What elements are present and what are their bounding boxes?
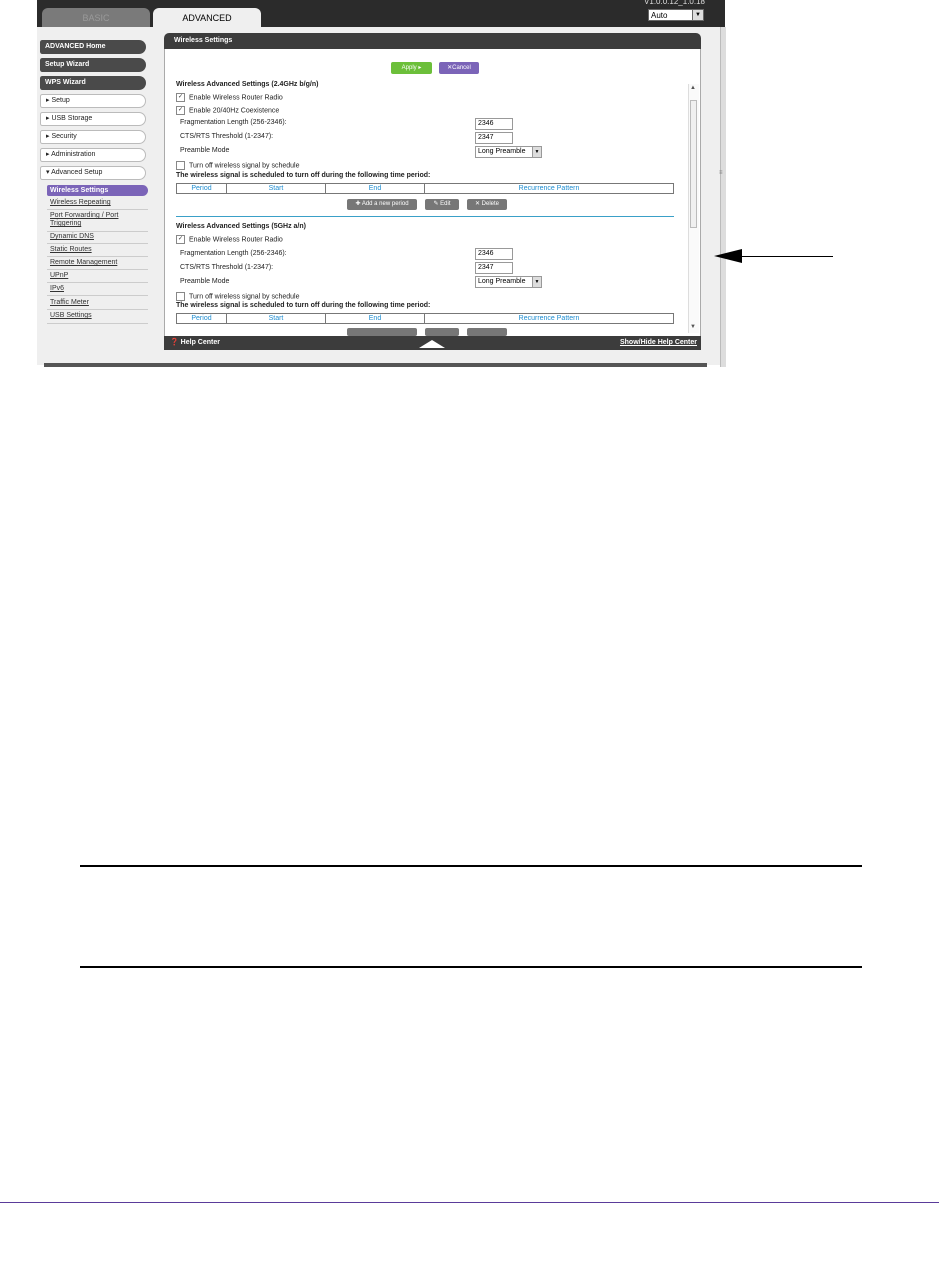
schedule-text-24: The wireless signal is scheduled to turn off during the following time period: — [176, 172, 431, 179]
add-period-button-5[interactable] — [347, 328, 417, 336]
cancel-button[interactable]: ✕Cancel — [439, 62, 479, 74]
section-divider — [176, 216, 674, 217]
footer-rule — [0, 1202, 939, 1203]
sidebar-subitem-usb-settings[interactable]: USB Settings — [50, 312, 92, 319]
tab-basic[interactable]: BASIC — [42, 8, 150, 28]
chevron-down-icon: ▼ — [532, 147, 541, 157]
cts-input-5[interactable]: 2347 — [475, 262, 513, 274]
help-icon: ❓ — [170, 339, 179, 346]
table-header-recurrence: Recurrence Pattern — [518, 185, 580, 192]
enable-coexistence-label: Enable 20/40Hz Coexistence — [189, 107, 280, 115]
checkbox-checked-icon[interactable]: ✓ — [177, 94, 184, 100]
table-header-end: End — [326, 314, 425, 323]
sidebar-divider — [47, 231, 148, 232]
schedule-row-24[interactable] — [176, 161, 300, 170]
sidebar-divider — [47, 256, 148, 257]
table-header-period: Period — [177, 184, 227, 193]
enable-coexistence-row[interactable] — [176, 106, 279, 115]
sidebar-divider — [47, 295, 148, 296]
schedule-label-24: Turn off wireless signal by schedule — [189, 162, 300, 170]
help-center-link[interactable] — [170, 336, 220, 350]
sidebar-item-security[interactable]: ▸ Security — [40, 130, 146, 144]
table-header-end: End — [326, 184, 425, 193]
scroll-up-icon[interactable]: ▲ — [690, 85, 696, 91]
firmware-version: V1.0.0.12_1.0.18 — [644, 0, 705, 6]
scroll-down-icon[interactable]: ▼ — [690, 324, 696, 330]
enable-radio-5-row[interactable] — [176, 235, 283, 244]
section-title-24ghz: Wireless Advanced Settings (2.4GHz b/g/n) — [176, 81, 319, 88]
sidebar-divider — [47, 209, 148, 210]
checkbox-checked-icon[interactable]: ✓ — [177, 236, 184, 242]
sidebar-item-wps-wizard[interactable]: WPS Wizard — [40, 76, 146, 90]
enable-radio-24-label: Enable Wireless Router Radio — [189, 94, 283, 102]
note-rule-top — [80, 865, 862, 867]
cts-label-5: CTS/RTS Threshold (1-2347): — [180, 264, 274, 271]
sidebar-subitem-port-forwarding[interactable]: Port Forwarding / Port Triggering — [50, 212, 119, 227]
edit-button[interactable]: ✎ Edit — [425, 199, 459, 210]
sidebar-item-advanced-setup[interactable]: ▾ Advanced Setup — [40, 166, 146, 180]
cts-label-24: CTS/RTS Threshold (1-2347): — [180, 133, 274, 140]
sidebar-subitem-remote-management[interactable]: Remote Management — [50, 259, 118, 266]
sidebar-subitem-static-routes[interactable]: Static Routes — [50, 246, 92, 253]
schedule-table-24 — [176, 183, 674, 194]
tab-advanced[interactable]: ADVANCED — [153, 8, 261, 28]
callout-arrow-icon — [714, 249, 742, 263]
sidebar-subitem-wireless-settings[interactable]: Wireless Settings — [47, 185, 148, 196]
table-header-recurrence: Recurrence Pattern — [518, 315, 580, 322]
section-title-5ghz: Wireless Advanced Settings (5GHz a/n) — [176, 223, 306, 230]
frag-input-24[interactable]: 2346 — [475, 118, 513, 130]
schedule-row-5[interactable] — [176, 292, 300, 301]
schedule-text-5: The wireless signal is scheduled to turn off during the following time period: — [176, 302, 431, 309]
language-select-value: Auto — [651, 11, 668, 20]
preamble-select-5-value: Long Preamble — [478, 278, 526, 285]
frag-label-24: Fragmentation Length (256-2346): — [180, 119, 287, 126]
preamble-select-24-value: Long Preamble — [478, 148, 526, 155]
panel-title: Wireless Settings — [164, 33, 701, 49]
delete-button-5[interactable] — [467, 328, 507, 336]
window-scrollbar[interactable] — [720, 27, 726, 367]
cts-input-24[interactable]: 2347 — [475, 132, 513, 144]
preamble-label-5: Preamble Mode — [180, 278, 230, 285]
sidebar-subitem-wireless-repeating[interactable]: Wireless Repeating — [50, 199, 111, 206]
schedule-table-5 — [176, 313, 674, 324]
apply-button[interactable]: Apply ▸ — [391, 62, 432, 74]
table-header-start: Start — [227, 314, 326, 323]
sidebar-divider — [47, 243, 148, 244]
language-select[interactable] — [648, 9, 704, 21]
show-hide-help-link[interactable]: Show/Hide Help Center — [619, 339, 697, 346]
sidebar-item-usb-storage[interactable]: ▸ USB Storage — [40, 112, 146, 126]
preamble-select-24[interactable] — [475, 146, 542, 158]
preamble-label-24: Preamble Mode — [180, 147, 230, 154]
scrollbar-thumb[interactable] — [690, 100, 697, 228]
edit-button-5[interactable] — [425, 328, 459, 336]
sidebar-item-administration[interactable]: ▸ Administration — [40, 148, 146, 162]
preamble-select-5[interactable] — [475, 276, 542, 288]
enable-radio-24-row[interactable] — [176, 93, 283, 102]
sidebar-item-setup-wizard[interactable]: Setup Wizard — [40, 58, 146, 72]
add-period-button[interactable]: ✚ Add a new period — [347, 199, 417, 210]
chevron-down-icon: ▼ — [532, 277, 541, 287]
sidebar-subitem-dynamic-dns[interactable]: Dynamic DNS — [50, 233, 94, 240]
expand-triangle-icon[interactable] — [419, 340, 445, 348]
note-rule-bottom — [80, 966, 862, 968]
sidebar-divider — [47, 269, 148, 270]
checkbox-unchecked-icon[interactable] — [176, 292, 185, 301]
sidebar-item-setup[interactable]: ▸ Setup — [40, 94, 146, 108]
sidebar-subitem-upnp[interactable]: UPnP — [50, 272, 69, 279]
table-header-start: Start — [227, 184, 326, 193]
bottom-strip — [44, 363, 707, 367]
frag-input-5[interactable]: 2346 — [475, 248, 513, 260]
delete-button[interactable]: ✕ Delete — [467, 199, 507, 210]
enable-radio-5-label: Enable Wireless Router Radio — [189, 236, 283, 244]
frag-label-5: Fragmentation Length (256-2346): — [180, 250, 287, 257]
sidebar-divider — [47, 282, 148, 283]
callout-arrow-line — [737, 256, 833, 257]
sidebar-divider — [47, 309, 148, 310]
schedule-label-5: Turn off wireless signal by schedule — [189, 293, 300, 301]
sidebar-subitem-ipv6[interactable]: IPv6 — [50, 285, 65, 292]
checkbox-checked-icon[interactable]: ✓ — [177, 107, 184, 113]
sidebar-divider — [47, 323, 148, 324]
chevron-down-icon: ▼ — [692, 10, 703, 20]
help-center-label: Help Center — [180, 339, 220, 346]
checkbox-unchecked-icon[interactable] — [176, 161, 185, 170]
scroll-grip-icon: ≡ — [719, 170, 723, 176]
table-header-period: Period — [177, 314, 227, 323]
sidebar-item-advanced-home[interactable]: ADVANCED Home — [40, 40, 146, 54]
sidebar-subitem-traffic-meter[interactable]: Traffic Meter — [50, 299, 89, 306]
